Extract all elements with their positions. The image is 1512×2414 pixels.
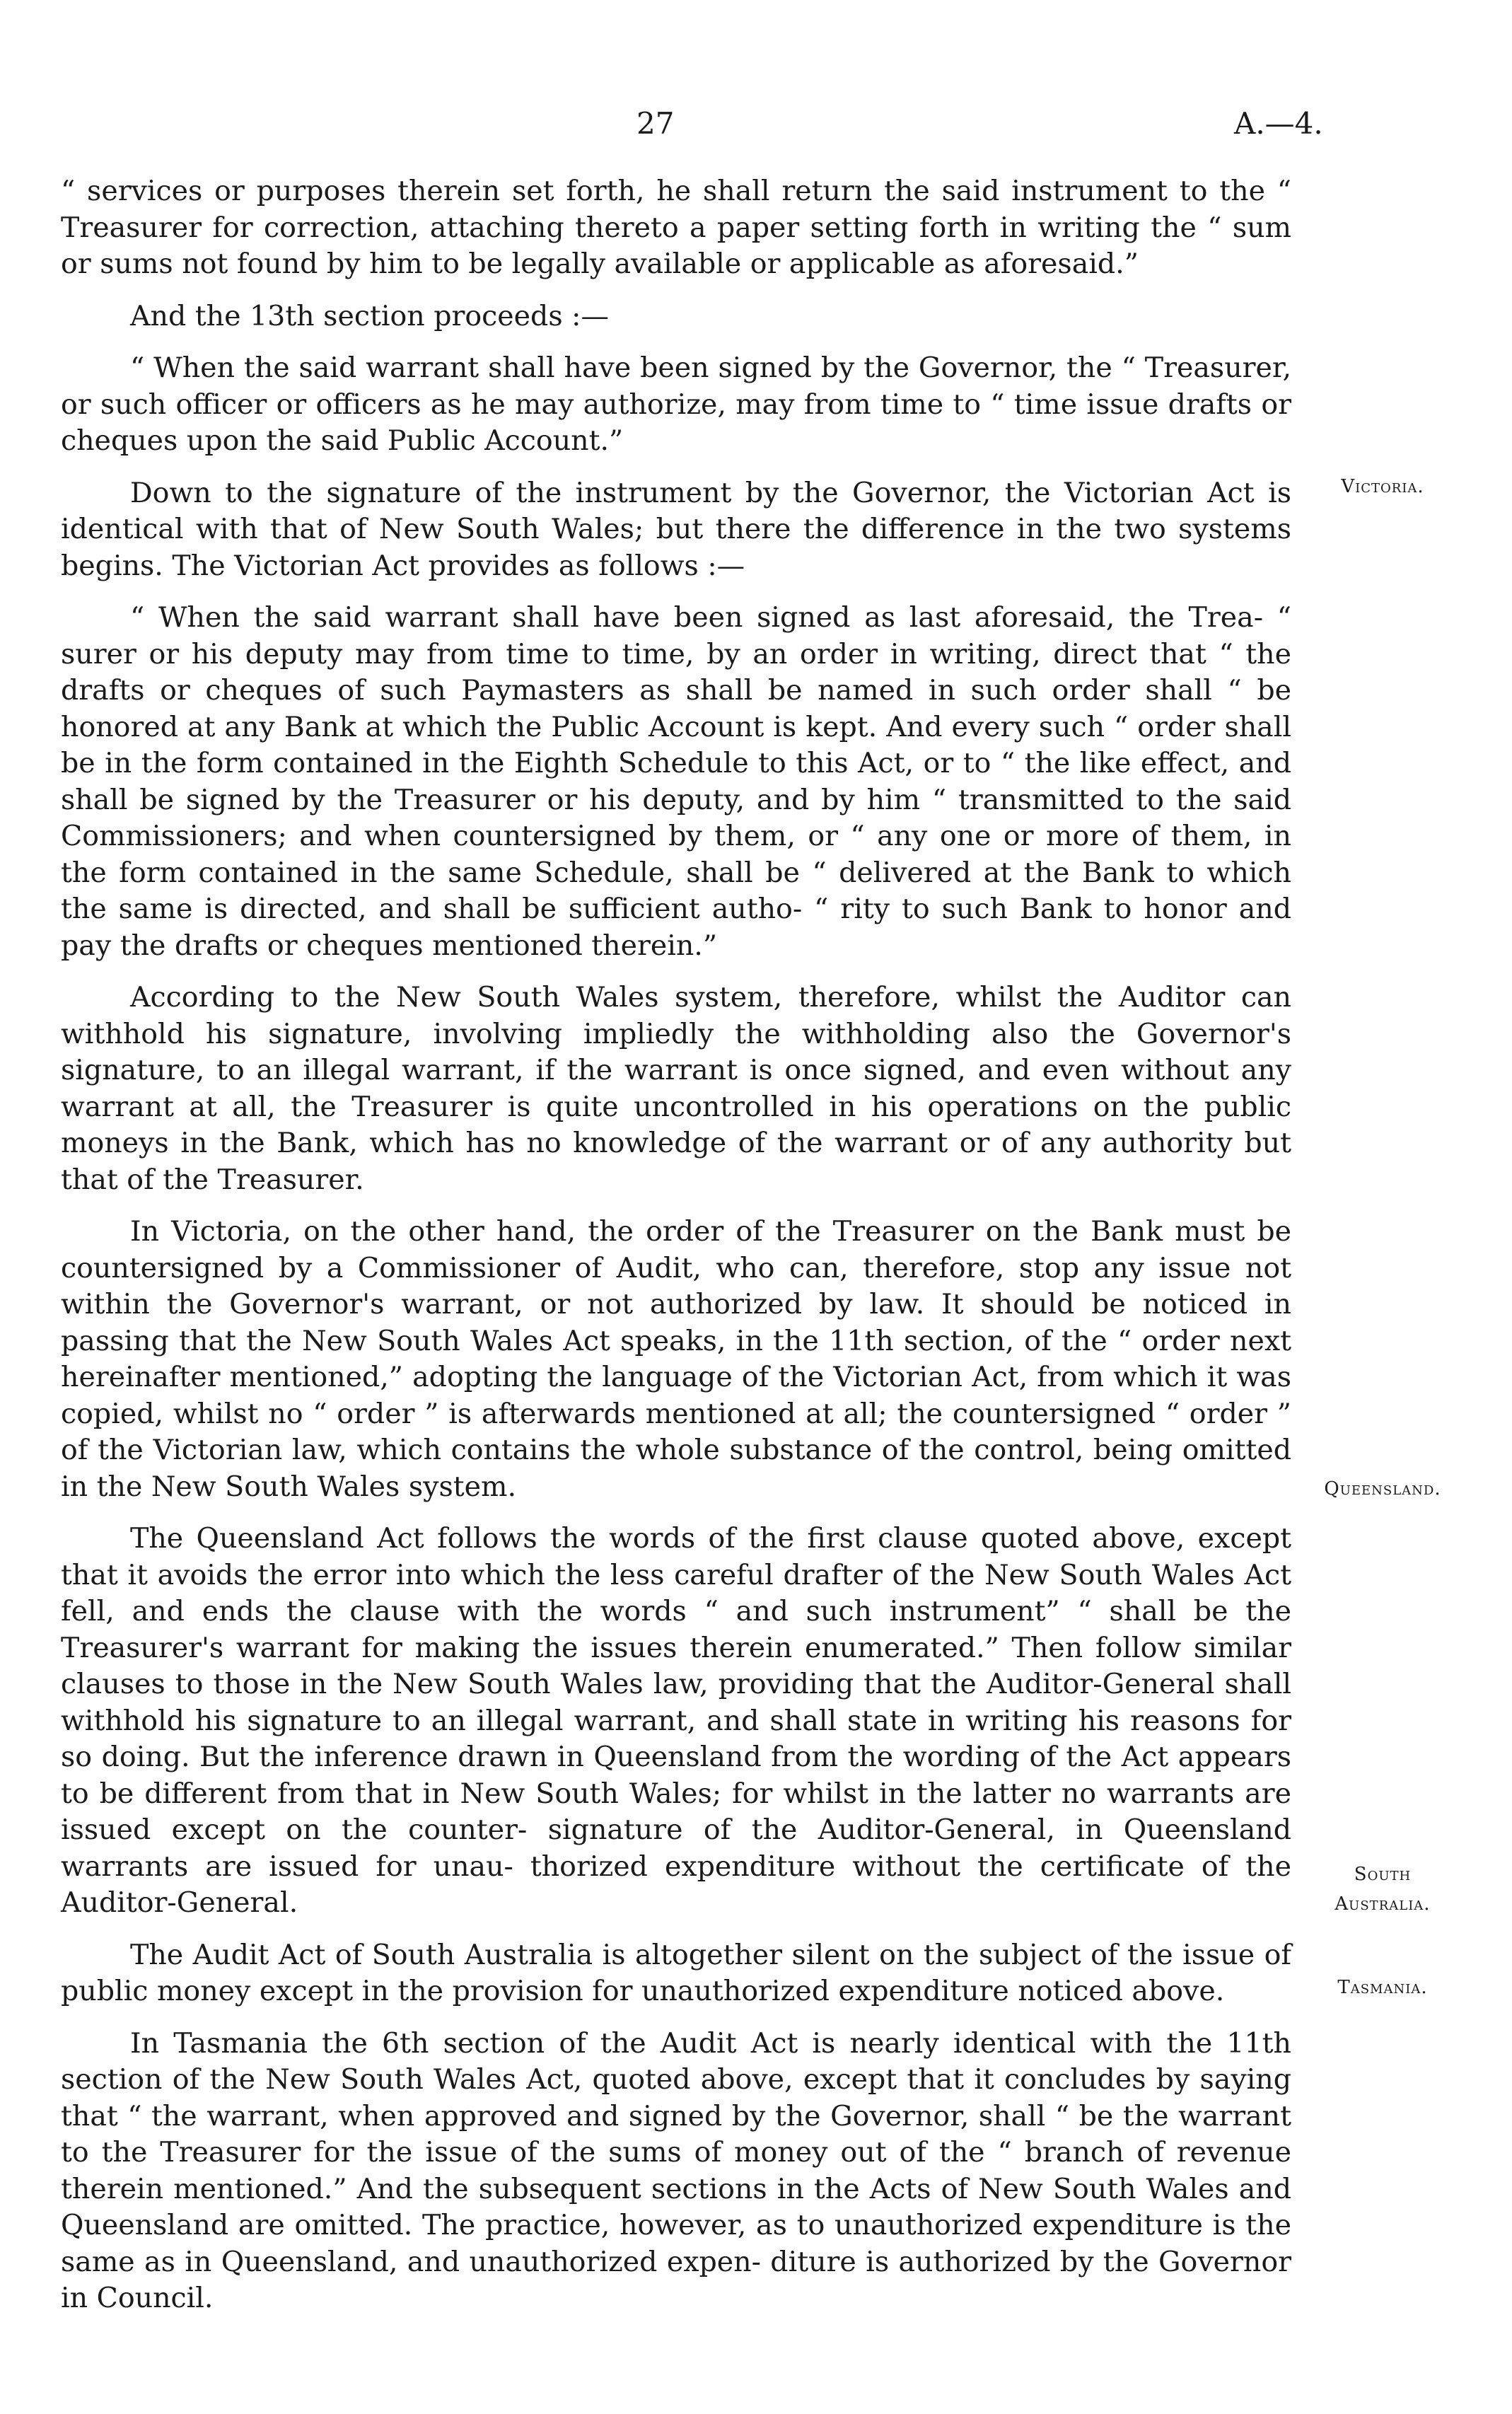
paragraph-queensland: The Queensland Act follows the words of the first clause quoted above, except that it avoids the error into which the less careful drafter of the New South Wales Act fell, and ends the clause with the words “ and such instrument” “ shall be the Treasurer's warrant for making the issues therein enumerated.” Then follow similar clauses to those in the New South Wales law, providing that the Auditor-General shall withhold his signature to an illegal warrant, and shall state in writing his reasons for so doing. But the inference drawn in Queensland from the wording of the Act appears to be different from that in New South Wales; for whilst in the latter no warrants are issued except on the counter- signature of the Auditor-General, in Queensland warrants are issued for unau- thorized expenditure without the certificate of the Auditor-General. [61,1522,1291,1919]
margin-note-south: South [1354,1864,1412,1885]
paragraph-13th-section-quote: “ When the said warrant shall have been signed by the Governor, the “ Treasurer, or such officer or officers as he may authorize, may from time to “ time issue drafts or cheques upon the said Public Account.” [61,352,1291,457]
paragraph-victoria-intro: Down to the signature of the instrument by the Governor, the Victorian Act is identical with that of New South Wales; but there the difference in the two systems begins. The Victorian Act provides as follows :— [61,476,1291,582]
margin-note-tasmania: Tasmania. [1337,1977,1428,1998]
document-reference: A.—4. [1234,106,1323,141]
paragraph-victoria-system: In Victoria, on the other hand, the order of the Treasurer on the Bank must be countersigned by a Commissioner of Audit, who can, therefore, stop any issue not within the Governor's warrant, or not authorized by law. It should be noticed in passing that the New South Wales Act speaks, in the 11th section, of the “ order next hereinafter mentioned,” adopting the language of the Victorian Act, from which it was copied, whilst no “ order ” is afterwards mentioned at all; the countersigned “ order ” of the Victorian law, which contains the whole substance of the control, being omitted in the New South Wales system. [61,1215,1291,1503]
paragraph-quote-continuation: “ services or purposes therein set forth, he shall return the said instrument to the “ Treasurer for correction, attaching thereto a paper setting forth in writing the “ sum or sums not found by him to be legally available or applicable as aforesaid.” [61,175,1291,280]
body-text [61,173,1291,2333]
margin-note-queensland: Queensland. [1324,1478,1441,1499]
paragraph-nsw-system: According to the New South Wales system, therefore, whilst the Auditor can withhold his signature, involving impliedly the withholding also the Governor's signature, to an illegal warrant, if the warrant is once signed, and even without any warrant at all, the Treasurer is quite uncontrolled in his operations on the public moneys in the Bank, which has no knowledge of the warrant or of any authority but that of the Treasurer. [61,981,1291,1196]
paragraph-13th-section-intro: And the 13th section proceeds :— [130,299,609,332]
page-number: 27 [636,106,675,141]
paragraph-victoria-quote: “ When the said warrant shall have been signed as last aforesaid, the Trea- “ surer or his deputy may from time to time, by an order in writing, direct that “ the drafts or cheques of such Paymasters as shall be named in such order shall “ be honored at any Bank at which the Public Account is kept. And every such “ order shall be in the form contained in the Eighth Schedule to this Act, or to “ the like effect, and shall be signed by the Treasurer or his deputy, and by him “ transmitted to the said Commissioners; and when countersigned by them, or “ any one or more of them, in the form contained in the same Schedule, shall be “ delivered at the Bank to which the same is directed, and shall be sufficient autho- “ rity to such Bank to honor and pay the drafts or cheques mentioned therein.” [61,601,1291,962]
margin-note-australia: Australia. [1334,1893,1431,1915]
paragraph-tasmania: In Tasmania the 6th section of the Audit Act is nearly identical with the 11th section of the New South Wales Act, quoted above, except that it concludes by saying that “ the warrant, when approved and signed by the Governor, shall “ be the warrant to the Treasurer for the issue of the sums of money out of the “ branch of revenue therein mentioned.” And the subsequent sections in the Acts of New South Wales and Queensland are omitted. The practice, however, as to unauthorized expenditure is the same as in Queensland, and unauthorized expen- diture is authorized by the Governor in Council. [61,2026,1291,2314]
margin-note-victoria: Victoria. [1341,476,1424,497]
paragraph-south-australia: The Audit Act of South Australia is altogether silent on the subject of the issue of public money except in the provision for unauthorized expenditure noticed above. [61,1938,1291,2007]
